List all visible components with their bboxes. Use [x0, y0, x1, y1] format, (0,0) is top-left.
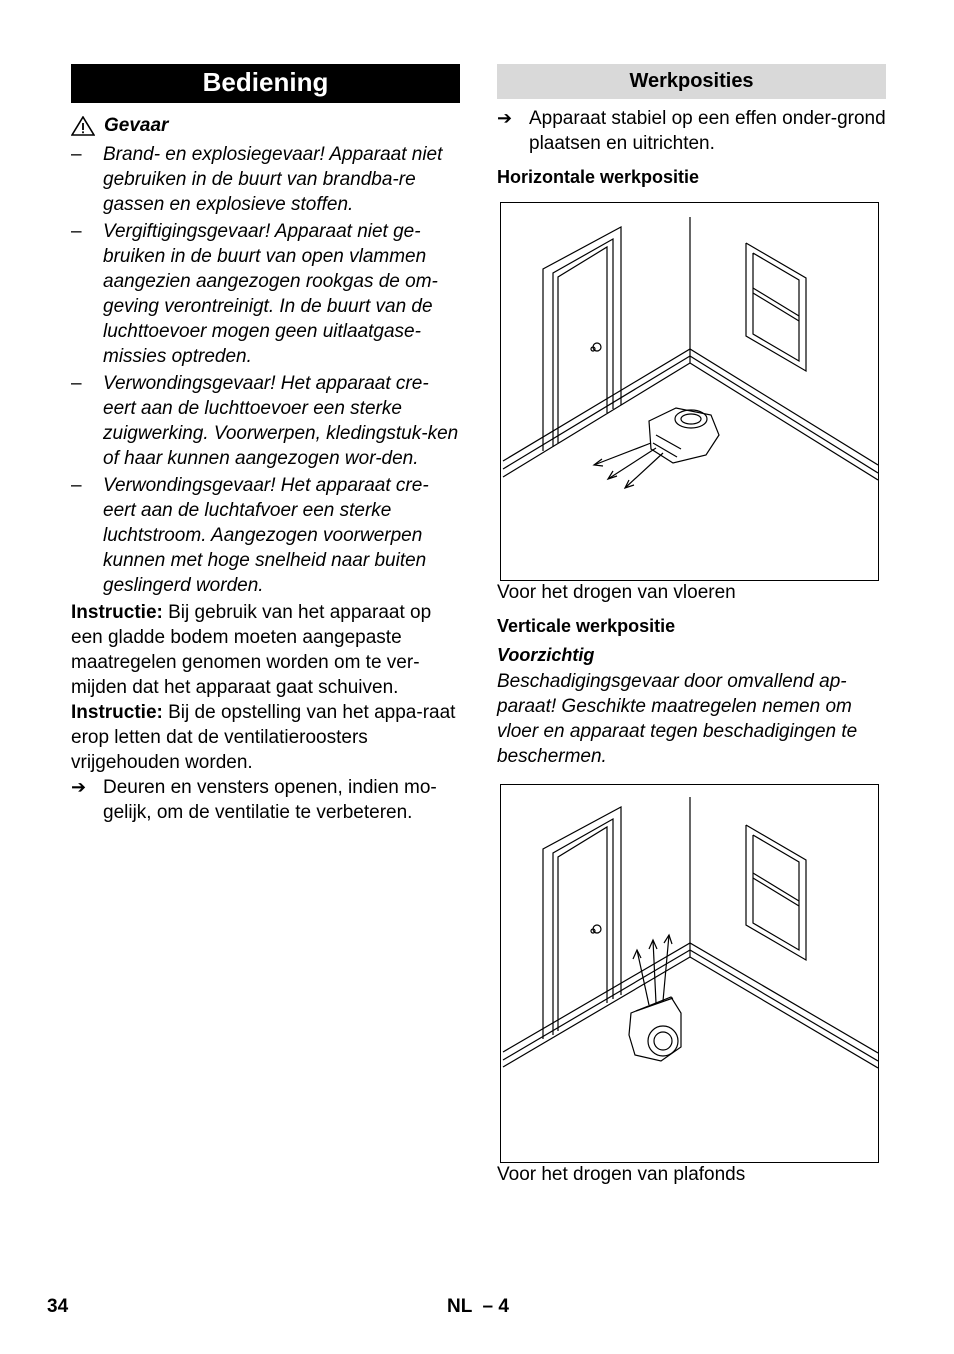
section-heading-bediening: Bediening — [71, 64, 460, 103]
dash-marker: – — [71, 373, 82, 394]
caution-label: Voorzichtig — [497, 645, 595, 665]
list-item — [71, 473, 460, 598]
arrow-item-text: Apparaat stabiel op een effen onder-grond plaatsen en uitrichten. — [529, 108, 886, 154]
arrow-list-item — [71, 775, 460, 825]
caption-floors: Voor het drogen van vloeren — [497, 582, 736, 603]
instruction-paragraph-1 — [71, 600, 460, 700]
dash-marker: – — [71, 475, 82, 496]
section-heading-werkposities: Werkposities — [497, 64, 886, 99]
instruction-label: Instructie: — [71, 602, 163, 623]
instruction-text: Bij gebruik van het apparaat op een gladde bodem moeten aangepaste maatregelen genomen worden om te ver-mijden dat het apparaat gaat schuiven. — [71, 602, 432, 698]
right-column — [497, 64, 886, 1187]
list-item — [71, 142, 460, 217]
vertical-heading: Verticale werkpositie — [497, 616, 676, 636]
list-item-text: Vergiftigingsgevaar! Apparaat niet ge-bruiken in de buurt van open vlammen aangezien aangezogen rookgas de om-geving verontreinigt. In de buurt van de luchttoevoer mogen geen uitlaatgase-missies optreden. — [103, 221, 438, 367]
horizontal-heading: Horizontale werkpositie — [497, 167, 700, 187]
arrow-item-text: Deuren en vensters openen, indien mo-gelijk, om de ventilatie te verbeteren. — [103, 777, 437, 823]
caption-ceilings: Voor het drogen van plafonds — [497, 1164, 746, 1185]
warning-triangle-icon — [71, 116, 95, 136]
instruction-text: Bij de opstelling van het appa-raat erop letten dat de ventilatieroosters vrijgehouden worden. — [71, 702, 456, 773]
list-item-text: Verwondingsgevaar! Het apparaat cre-eert aan de luchtafvoer een sterke luchtstroom. Aangezogen voorwerpen kunnen met hoge snelheid naar buiten geslingerd worden. — [103, 475, 429, 596]
arrow-right-icon: ➔ — [71, 777, 87, 797]
caution-text: Beschadigingsgevaar door omvallend ap-paraat! Geschikte maatregelen nemen om vloer en apparaat tegen beschadigingen te beschermen. — [497, 671, 858, 767]
page-number: 34 — [47, 1296, 69, 1317]
list-item-text: Verwondingsgevaar! Het apparaat cre-eert aan de luchttoevoer een sterke zuigwerking. Voorwerpen, kledingstuk-ken of haar kunnen aangezogen wor-den. — [103, 373, 459, 469]
arrow-list-item — [497, 106, 886, 156]
language-page-label: NL – 4 — [447, 1296, 509, 1317]
room-illustration-floor — [501, 203, 878, 580]
left-column — [71, 64, 460, 825]
arrow-right-icon: ➔ — [497, 108, 513, 128]
list-item — [71, 219, 460, 369]
room-illustration-ceiling — [501, 785, 878, 1162]
dash-marker: – — [71, 221, 82, 242]
instruction-paragraph-2 — [71, 700, 460, 775]
figure-vertical-position — [500, 784, 879, 1163]
danger-label-text: Gevaar — [104, 115, 169, 136]
list-item — [71, 371, 460, 471]
danger-list — [71, 142, 460, 598]
figure-horizontal-position — [500, 202, 879, 581]
dash-marker: – — [71, 144, 82, 165]
danger-label — [71, 113, 460, 138]
list-item-text: Brand- en explosiegevaar! Apparaat niet gebruiken in de buurt van brandba-re gassen en explosieve stoffen. — [103, 144, 443, 215]
instruction-label: Instructie: — [71, 702, 163, 723]
